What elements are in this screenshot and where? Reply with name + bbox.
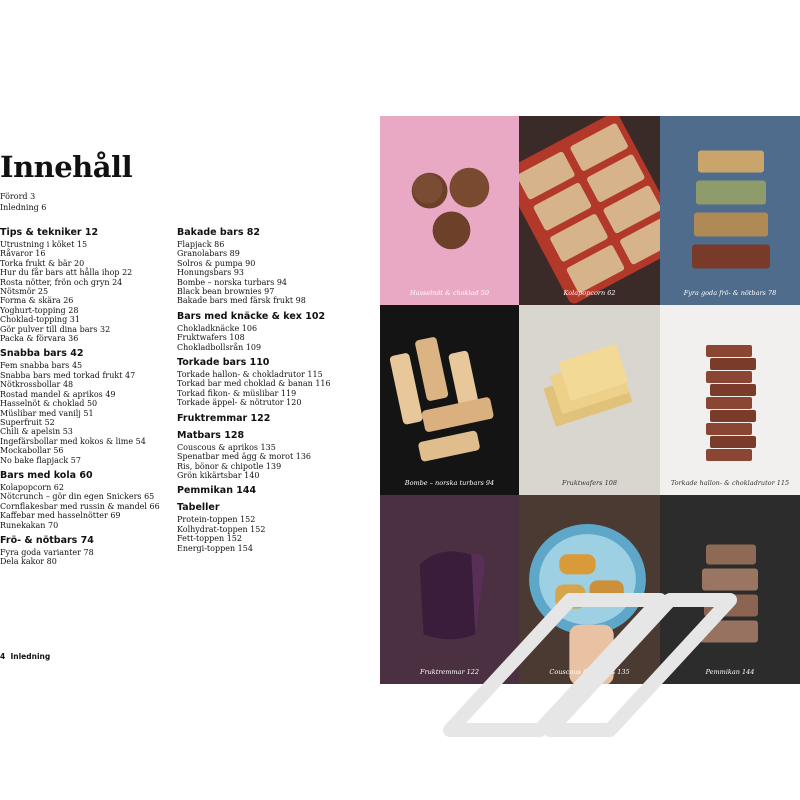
toc-entry-label: Fem snabba bars [0,361,70,371]
toc-entry-page: 93 [233,268,245,278]
toc-entry[interactable] [0,521,170,530]
toc-entry-page: 94 [276,277,288,287]
toc-entry-page: 65 [144,492,155,502]
toc-entry[interactable] [177,296,347,305]
toc-section [177,227,347,306]
toc-heading-page: 144 [236,485,257,497]
toc-entry-label: Förord [0,192,28,201]
toc-entry-page: 106 [241,323,258,333]
toc-entry-label: Fyra goda varianter [0,547,81,557]
toc-entry[interactable] [177,268,347,277]
photo-caption: Fruktremmar 122 [419,668,480,676]
toc-entry-page: 80 [46,557,57,567]
toc-entry-label: Råvaror [0,249,33,259]
toc-entry-page: 50 [86,399,98,409]
toc-entry[interactable] [0,315,170,324]
toc-entry-label: Inledning [0,202,39,212]
toc-heading-label: Torkade bars [177,357,247,369]
photo-caption: Kolapopcorn 62 [563,289,616,297]
toc-section [177,502,347,553]
toc-entry-page: 120 [286,398,302,408]
intro-list [0,192,46,213]
toc-entry[interactable] [0,502,170,511]
toc-entry[interactable] [0,268,170,277]
toc-heading-page: 74 [80,534,94,546]
toc-entry[interactable] [0,418,170,427]
toc-entry-label: Mockabollar [0,446,51,456]
toc-entry[interactable] [177,452,347,461]
toc-entry-label: Honungsbars [177,268,232,278]
toc-entry-label: Cornflakesbar med russin & mandel [0,501,147,511]
recipe-photo[interactable] [519,116,660,305]
toc-entry-page: 115 [307,370,323,380]
toc-entry-label: Forma & skära [0,296,61,306]
toc-entry[interactable] [0,380,170,389]
toc-entry-page: 86 [214,240,225,249]
toc-entry-page: 119 [280,388,297,398]
toc-heading-page: 102 [305,310,326,322]
toc-entry-label: Protein-toppen [177,515,238,525]
toc-entry-page: 139 [265,461,282,471]
photo-caption: Couscous & aprikos 135 [549,668,630,676]
toc-entry[interactable] [177,324,347,333]
toc-entry-page: 16 [35,249,46,259]
toc-entry[interactable] [177,379,347,388]
toc-entry[interactable] [177,370,347,379]
toc-entry-page: 78 [83,547,94,557]
toc-entry-label: Nötsmör [0,287,36,297]
toc-entry-page: 15 [76,240,88,249]
toc-entry-page: 45 [71,361,83,371]
toc-section [177,430,347,481]
toc-entry[interactable] [0,203,46,214]
toc-entry-page: 52 [44,417,55,427]
toc-entry-page: 32 [99,324,111,334]
photo-caption: Torkade hallon- & chokladrutor 115 [670,479,790,487]
photo-caption: Fyra goda frö- & nötbars 78 [683,289,777,297]
recipe-photo[interactable] [519,305,660,495]
toc-heading-label: Frö- & nötbars [0,534,78,546]
toc-entry-label: Hur du får bars att hålla ihop [0,268,120,278]
toc-entry[interactable] [0,511,170,520]
toc-heading-label: Snabba bars [0,348,67,360]
toc-heading-page: 128 [224,429,245,441]
toc-entry-page: 97 [264,287,275,297]
toc-entry[interactable] [177,534,347,543]
toc-section-heading[interactable] [177,502,347,514]
toc-entry-page: 47 [125,370,136,380]
toc-entry-page: 53 [62,427,73,437]
toc-entry-page: 51 [83,408,94,418]
toc-entry-label: Hasselnöt & choklad [0,399,85,409]
toc-entry-page: 152 [226,534,242,544]
toc-entry-label: Gör pulver till dina bars [0,324,98,334]
toc-entry-label: Spenatbar med ägg & morot [177,452,294,462]
toc-heading-label: Pemmikan [177,485,233,497]
toc-entry-page: 28 [68,305,79,315]
toc-entry-page: 136 [295,452,312,462]
toc-entry-page: 152 [250,524,266,534]
photo-caption: Fruktwafers 108 [562,479,617,487]
toc-entry-label: Snabba bars med torkad frukt [0,370,123,380]
toc-entry-label: Torkade hallon- & chokladrutor [177,370,305,380]
toc-entry[interactable] [177,240,347,249]
toc-entry[interactable] [0,371,170,380]
toc-entry-label: Ris, bönor & chipotle [177,461,264,471]
toc-entry-page: 70 [48,520,59,530]
toc-entry-page: 3 [30,192,36,201]
popcorn-bars-in-mold-icon [519,116,660,305]
toc-entry[interactable] [0,390,170,399]
toc-entry[interactable] [177,544,347,553]
toc-entry-label: Torkad fikon- & müslibar [177,388,279,398]
toc-entry-label: Rosta nötter, frön och gryn [0,277,110,287]
toc-entry[interactable] [0,334,170,343]
toc-section-heading[interactable] [0,348,170,360]
toc-entry-page: 6 [41,202,47,212]
toc-section-heading[interactable] [0,470,170,482]
toc-entry[interactable] [0,259,170,268]
toc-entry-page: 57 [70,455,81,465]
toc-entry-page: 69 [110,511,121,521]
toc-entry[interactable] [177,462,347,471]
toc-entry-label: Packa & förvara [0,334,66,344]
toc-entry-label: Flapjack [177,240,212,249]
toc-section [177,485,347,497]
toc-column-left [0,227,170,572]
toc-entry-page: 154 [237,543,253,553]
toc-entry-label: Müslibar med vanilj [0,408,81,418]
toc-heading-label: Bars med kola [0,469,77,481]
toc-entry-label: Bakade bars med färsk frukt [177,296,294,306]
photo-caption: Hasselnöt & choklad 50 [410,289,489,297]
toc-entry-label: Kolapopcorn [0,482,52,492]
bombe-bars-icon [380,305,519,495]
toc-entry-page: 135 [260,442,276,452]
toc-entry-page: 49 [105,389,116,399]
toc-entry-page: 108 [229,333,245,343]
toc-entry-page: 98 [295,296,306,306]
toc-heading-page: 12 [84,227,99,238]
toc-section [0,470,170,530]
stacked-seed-bars-icon [660,116,800,305]
toc-entry[interactable] [177,398,347,407]
toc-entry[interactable] [177,287,347,296]
toc-column-right [177,227,347,558]
toc-entry-label: Torka frukt & bär [0,258,72,268]
toc-entry-label: Solros & pumpa [177,258,243,268]
toc-entry-label: Rostad mandel & aprikos [0,389,103,399]
toc-entry-label: Granolabars [177,249,228,259]
toc-heading-label: Bakade bars [177,227,244,238]
toc-entry-label: Bombe – norska turbars [177,277,275,287]
toc-entry-label: Fett-toppen [177,534,225,544]
toc-entry[interactable] [0,249,170,258]
toc-entry-label: Kaffebar med hasselnötter [0,511,108,521]
toc-section-heading[interactable] [177,413,347,425]
toc-heading-page: 110 [249,357,270,369]
toc-entry-page: 24 [112,277,123,287]
toc-entry[interactable] [177,249,347,258]
toc-heading-page: 60 [79,469,93,481]
toc-entry-page: 56 [53,446,64,456]
toc-entry[interactable] [0,278,170,287]
footer-page-number: 4 [0,652,6,661]
toc-entry[interactable] [0,446,170,455]
toc-section-heading[interactable] [0,535,170,547]
toc-entry[interactable] [0,409,170,418]
toc-entry-page: 89 [229,249,240,259]
photo-caption: Bombe – norska turbars 94 [404,479,495,487]
toc-entry[interactable] [0,492,170,501]
toc-entry[interactable] [177,333,347,342]
toc-entry[interactable] [0,296,170,305]
toc-entry[interactable] [177,443,347,452]
toc-entry[interactable] [0,240,170,249]
toc-heading-label: Matbars [177,429,221,441]
toc-entry-page: 116 [315,379,331,389]
toc-entry-page: 31 [69,315,80,325]
footer-section-label: Inledning [10,652,51,661]
toc-entry[interactable] [0,399,170,408]
toc-entry-label: Ingefärsbollar med kokos & lime [0,436,134,446]
toc-entry[interactable] [0,557,170,566]
recipe-photo[interactable] [660,116,800,305]
toc-entry-label: Superfruit [0,417,43,427]
toc-entry[interactable] [177,389,347,398]
toc-section [0,227,170,343]
toc-entry-label: Utrustning i köket [0,240,75,249]
toc-section [0,348,170,464]
toc-entry-label: Choklad-topping [0,315,68,325]
page-footer [0,652,50,661]
toc-entry[interactable] [0,437,170,446]
toc-entry-label: No bake flapjack [0,455,69,465]
toc-heading-page: 82 [246,227,261,238]
toc-heading-page: 122 [250,412,271,424]
toc-entry-page: 20 [73,258,85,268]
recipe-photo[interactable] [380,116,519,305]
toc-entry-label: Fruktwafers [177,333,227,343]
toc-entry[interactable] [177,515,347,524]
toc-section [0,535,170,567]
toc-entry-label: Runekakan [0,520,46,530]
toc-entry[interactable] [0,548,170,557]
toc-entry-page: 36 [68,334,79,344]
toc-entry-page: 90 [245,258,256,268]
toc-entry-page: 66 [149,501,160,511]
photo-caption: Pemmikan 144 [705,668,755,676]
watermark-icon [430,480,760,780]
toc-entry-label: Kolhydrat-toppen [177,524,248,534]
toc-entry-label: Energi-toppen [177,543,236,553]
toc-entry-label: Torkad bar med choklad & banan [177,379,313,389]
toc-section-heading[interactable] [177,430,347,442]
toc-entry-label: Couscous & aprikos [177,442,258,452]
toc-entry-page: 140 [244,470,260,480]
toc-entry[interactable] [0,287,170,296]
toc-section [177,311,347,352]
toc-entry[interactable] [0,325,170,334]
toc-heading-label: Tips & tekniker [0,227,82,238]
toc-section-heading[interactable] [177,485,347,497]
toc-heading-label: Bars med knäcke & kex [177,310,302,322]
toc-entry-label: Chokladknäcke [177,323,240,333]
toc-entry-label: Dela kakor [0,557,45,567]
toc-entry[interactable] [0,483,170,492]
chocolate-truffles-icon [380,116,519,305]
toc-entry-page: 62 [53,482,64,492]
toc-entry[interactable] [0,192,46,203]
toc-section-heading[interactable] [177,357,347,369]
toc-heading-label: Tabeller [177,502,220,514]
toc-entry[interactable] [177,343,347,352]
toc-entry[interactable] [0,456,170,465]
wafers-icon [519,305,660,495]
toc-entry[interactable] [177,525,347,534]
toc-heading-page: 42 [70,348,84,360]
toc-entry[interactable] [177,278,347,287]
toc-entry-label: Chili & apelsin [0,427,61,437]
recipe-photo[interactable] [660,305,800,495]
toc-entry[interactable] [0,427,170,436]
toc-entry-page: 152 [240,515,256,525]
toc-section-heading[interactable] [0,227,170,239]
page-title: Innehåll [0,150,133,184]
toc-section [177,357,347,408]
toc-entry[interactable] [0,306,170,315]
recipe-photo[interactable] [380,305,519,495]
toc-section [177,413,347,425]
toc-entry-label: Yoghurt-topping [0,305,66,315]
toc-entry-label: Chokladbollsrån [177,342,244,352]
toc-entry-label: Nötkrossbollar [0,380,61,390]
left-page [0,0,380,800]
toc-entry-page: 48 [62,380,74,390]
toc-entry[interactable] [177,471,347,480]
toc-entry-page: 109 [245,342,262,352]
toc-entry-page: 22 [122,268,133,278]
toc-entry-page: 54 [135,436,146,446]
toc-section-heading[interactable] [177,311,347,323]
toc-entry-page: 25 [37,287,49,297]
toc-entry-label: Black bean brownies [177,287,262,297]
toc-section-heading[interactable] [177,227,347,239]
toc-entry[interactable] [0,361,170,370]
toc-entry-page: 26 [63,296,74,306]
toc-entry-label: Grön kikärtsbar [177,470,242,480]
stacked-crackers-icon [660,305,800,495]
toc-entry-label: Torkade äppel- & nötrutor [177,398,284,408]
toc-entry[interactable] [177,259,347,268]
toc-entry-label: Nötcrunch – gör din egen Snickers [0,492,142,502]
toc-heading-label: Fruktremmar [177,412,248,424]
